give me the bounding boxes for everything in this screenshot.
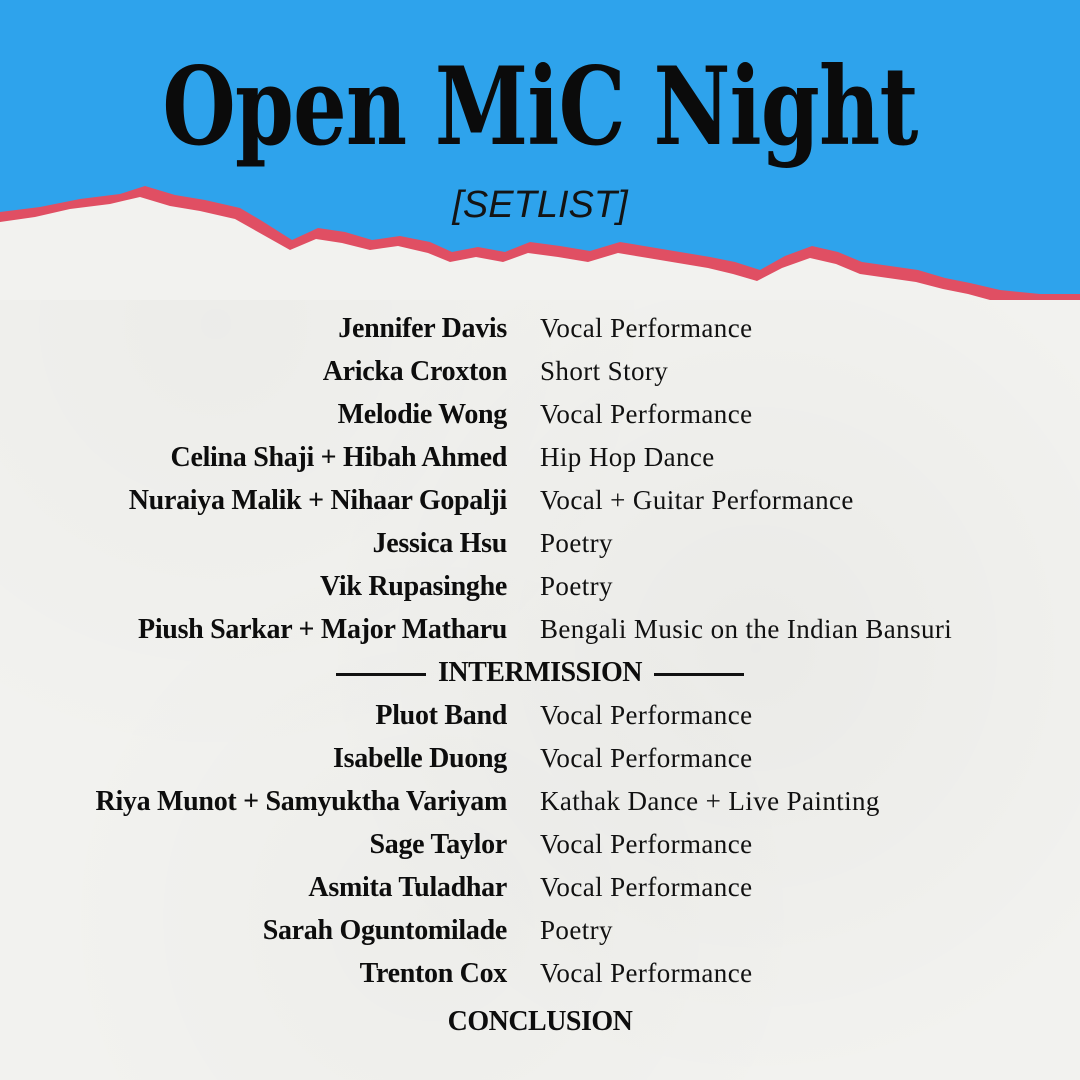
act-type: Vocal Performance (540, 958, 753, 988)
setlist-row (0, 694, 1080, 737)
setlist-row (0, 307, 1080, 350)
setlist-subtitle: [SETLIST] (452, 184, 628, 226)
act-type: Vocal Performance (540, 399, 753, 429)
act-type: Vocal + Guitar Performance (540, 485, 854, 515)
performer-name: Pluot Band (375, 700, 507, 731)
performer-name: Piush Sarkar + Major Matharu (138, 614, 507, 645)
setlist-row (0, 436, 1080, 479)
performer-name: Aricka Croxton (322, 356, 507, 387)
conclusion-label: CONCLUSION (447, 1006, 633, 1037)
act-type: Hip Hop Dance (540, 442, 715, 472)
performer-name: Melodie Wong (337, 399, 507, 430)
setlist-row (0, 479, 1080, 522)
act-type: Vocal Performance (540, 743, 753, 773)
setlist-row (0, 780, 1080, 823)
setlist-row (0, 608, 1080, 651)
performer-name: Celina Shaji + Hibah Ahmed (170, 442, 507, 473)
performer-name: Asmita Tuladhar (308, 872, 507, 903)
event-title: Open MiC Night (162, 44, 918, 170)
act-type: Short Story (540, 356, 669, 386)
act-type: Vocal Performance (540, 829, 753, 859)
setlist-row (0, 350, 1080, 393)
performer-name: Sarah Oguntomilade (262, 915, 507, 946)
performer-name: Trenton Cox (359, 958, 507, 989)
performer-name: Vik Rupasinghe (320, 571, 507, 602)
performer-name: Isabelle Duong (333, 743, 507, 774)
performer-name: Jessica Hsu (372, 528, 507, 559)
divider-rule-left (336, 673, 426, 676)
setlist-row (0, 393, 1080, 436)
setlist-row (0, 952, 1080, 995)
setlist-row (0, 522, 1080, 565)
performer-name: Jennifer Davis (338, 313, 507, 344)
act-type: Vocal Performance (540, 700, 753, 730)
performer-name: Nuraiya Malik + Nihaar Gopalji (128, 485, 507, 516)
divider-rule-right (654, 673, 744, 676)
setlist (0, 307, 1080, 995)
setlist-row (0, 823, 1080, 866)
act-type: Vocal Performance (540, 313, 753, 343)
performer-name: Riya Munot + Samyuktha Variyam (95, 786, 507, 817)
setlist-row (0, 565, 1080, 608)
intermission-label: INTERMISSION (437, 657, 643, 688)
setlist-row (0, 866, 1080, 909)
act-type: Poetry (540, 571, 613, 601)
act-type: Kathak Dance + Live Painting (540, 786, 880, 816)
setlist-row (0, 737, 1080, 780)
performer-name: Sage Taylor (369, 829, 507, 860)
setlist-row (0, 909, 1080, 952)
intermission-divider (0, 651, 1080, 694)
act-type: Poetry (540, 915, 613, 945)
act-type: Poetry (540, 528, 613, 558)
act-type: Bengali Music on the Indian Bansuri (540, 614, 953, 644)
act-type: Vocal Performance (540, 872, 753, 902)
